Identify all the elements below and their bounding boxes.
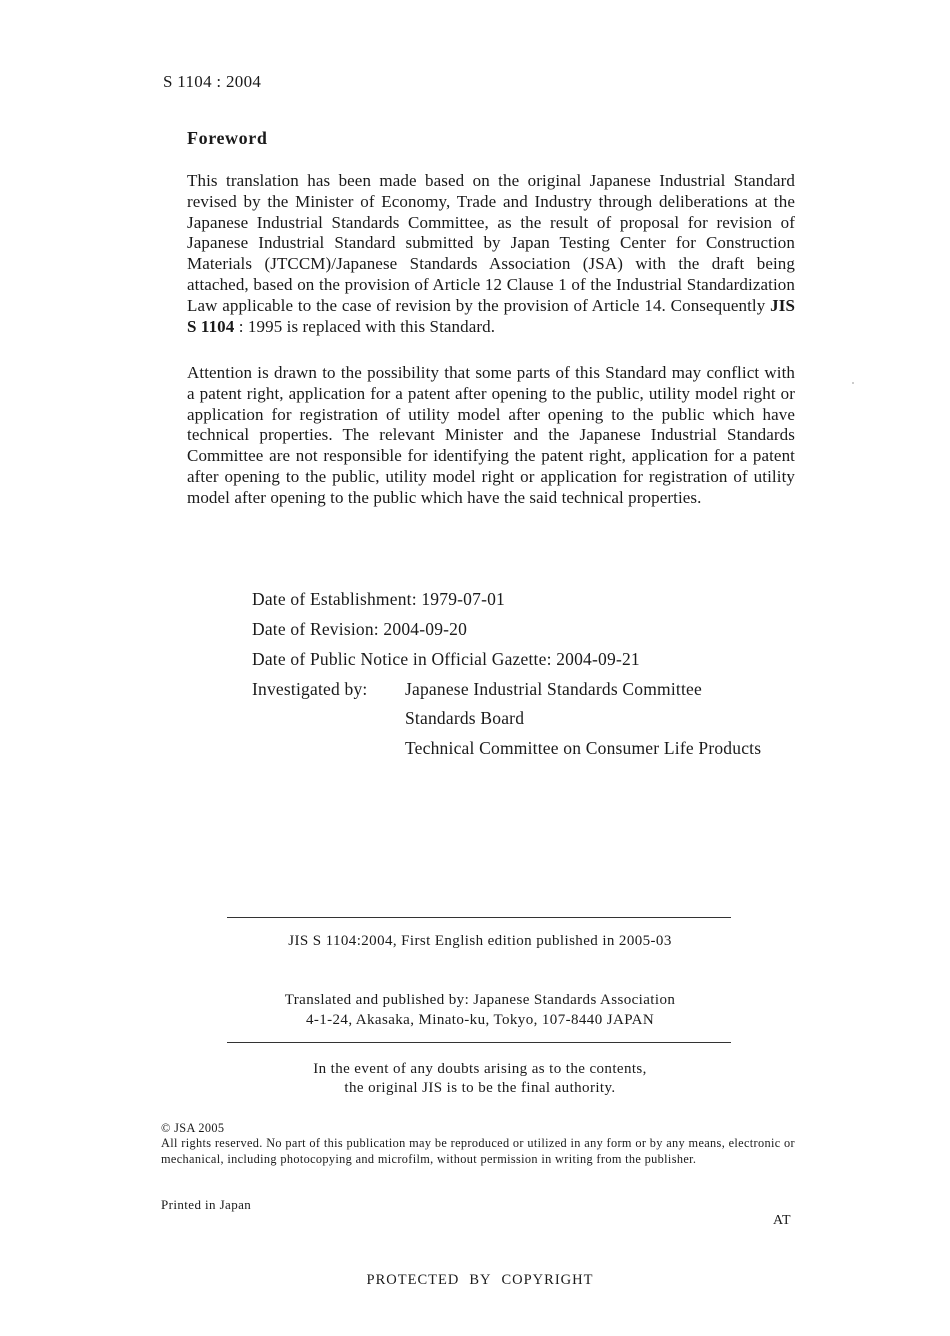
- investigated-by-technical-committee: Technical Committee on Consumer Life Products: [405, 738, 762, 758]
- footer-word-1: PROTECTED: [366, 1272, 460, 1288]
- page-code: AT: [773, 1213, 792, 1228]
- footer-word-3: COPYRIGHT: [501, 1272, 594, 1288]
- foreword-heading: Foreword: [187, 128, 268, 148]
- investigated-by-committee: Japanese Industrial Standards Committee: [405, 679, 702, 699]
- foreword-paragraph-1-text: This translation has been made based on the original Japanese Industrial Standard revised by the Minister of Economy, Trade and Industry through deliberations at the Japanese Industrial Standards Committee, as the result of proposal for revision of Japanese Industrial Standard submitted by Japan Testing Center for Construction Materials (JTCCM)/Japanese Standards Association (JSA) with the draft being attached, based on the provision of Article 12 Clause 1 of the Industrial Standardization Law applicable to the case of revision by the provision of Article 14. Consequently: [187, 171, 795, 315]
- investigated-by-label: Investigated by:: [252, 679, 368, 699]
- divider-top: [227, 917, 731, 918]
- footer-word-2: BY: [469, 1272, 492, 1288]
- date-of-public-notice: Date of Public Notice in Official Gazette: 2004-09-21: [252, 649, 640, 669]
- document-code: S 1104 : 2004: [163, 72, 262, 91]
- edition-note: JIS S 1104:2004, First English edition published in 2005-03: [288, 933, 672, 949]
- foreword-paragraph-1: [187, 171, 795, 337]
- investigated-by-board: Standards Board: [405, 708, 525, 728]
- translated-by: Translated and published by: Japanese Standards Association: [284, 992, 676, 1008]
- protected-by-copyright-footer: [0, 1272, 950, 1289]
- standard-reference: JIS S 1104: [187, 295, 795, 336]
- date-of-establishment: Date of Establishment: 1979-07-01: [252, 589, 506, 609]
- publisher-address: 4-1-24, Akasaka, Minato-ku, Tokyo, 107-8440 JAPAN: [305, 1012, 655, 1028]
- date-of-revision: Date of Revision: 2004-09-20: [252, 619, 468, 639]
- authority-note-line-2: the original JIS is to be the final authority.: [344, 1080, 616, 1096]
- foreword-paragraph-1-end: : 1995 is replaced with this Standard.: [234, 316, 496, 336]
- divider-bottom: [227, 1042, 731, 1043]
- authority-note-line-1: In the event of any doubts arising as to the contents,: [313, 1061, 647, 1077]
- copyright-notice: © JSA 2005: [161, 1121, 225, 1135]
- rights-reserved-notice: All rights reserved. No part of this publication may be reproduced or utilized in any form or by any means, electronic or mechanical, including photocopying and microfilm, without permission in writing from the publisher.: [161, 1136, 795, 1166]
- foreword-paragraph-2: Attention is drawn to the possibility that some parts of this Standard may conflict with a patent right, application for a patent after opening to the public, utility model right or application for registration of utility model after opening to the public which have technical properties. The relevant Minister and the Japanese Industrial Standards Committee are not responsible for identifying the patent right, application for a patent after opening to the public, utility model right or application for registration of utility model after opening to the public which have the said technical properties.: [187, 363, 795, 507]
- printed-in: Printed in Japan: [161, 1197, 252, 1212]
- scan-speck: [852, 382, 854, 384]
